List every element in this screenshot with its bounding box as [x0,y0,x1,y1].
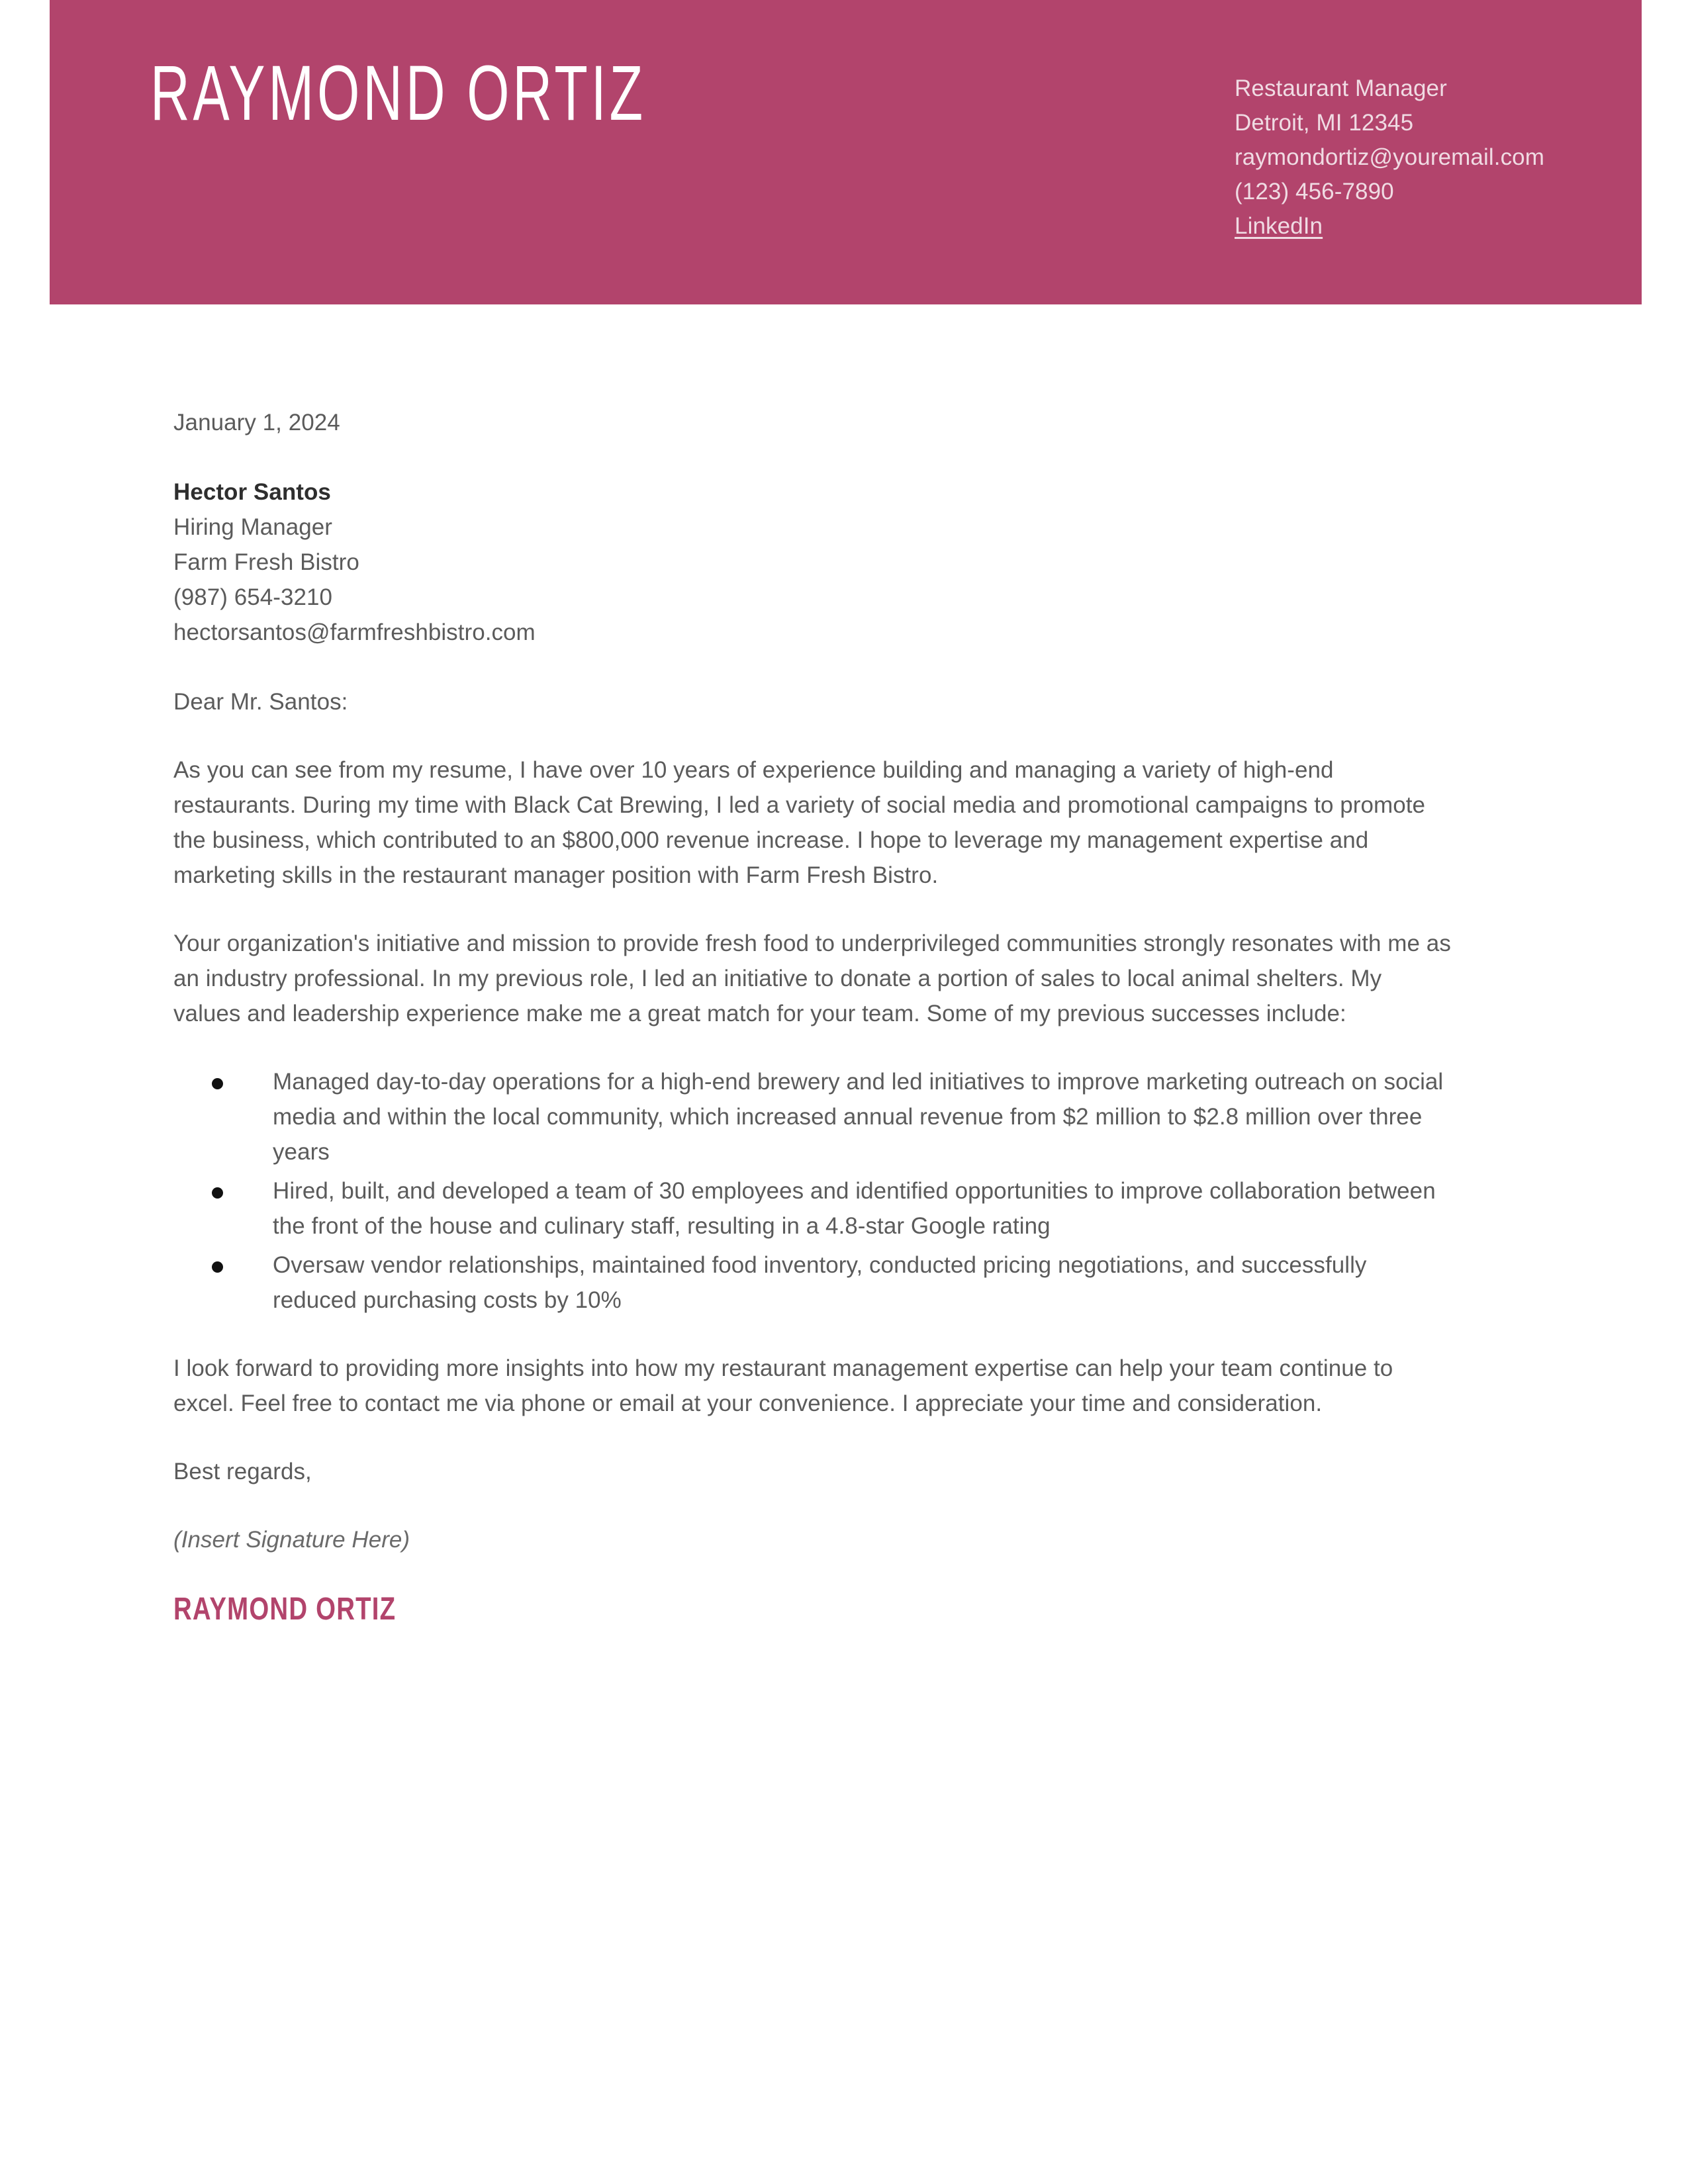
letter-body [173,405,1451,1627]
contact-job-title: Restaurant Manager [1235,75,1447,101]
list-item [212,1248,1451,1318]
contact-location: Detroit, MI 12345 [1235,110,1414,136]
achievements-list [173,1064,1451,1318]
body-paragraph-1: As you can see from my resume, I have over 10 years of experience building and managing a variety of high-end restaurants. During my time with Black Cat Brewing, I led a variety of social media and promotional campaigns to promote the business, which contributed to an $800,000 revenue increase. I hope to leverage my management expertise and marketing skills in the restaurant manager position with Farm Fresh Bistro. [173,757,1426,888]
letter-date: January 1, 2024 [173,410,340,435]
header-band [50,0,1642,304]
recipient-title: Hiring Manager [173,514,332,540]
salutation: Dear Mr. Santos: [173,689,348,715]
bullet-icon [212,1078,223,1089]
page-title: RAYMOND ORTIZ [150,50,646,137]
list-item-text: Oversaw vendor relationships, maintained food inventory, conducted pricing negotiations, and successfully reduced purchasing costs by 10% [273,1252,1367,1313]
contact-phone: (123) 456-7890 [1235,179,1394,205]
recipient-company: Farm Fresh Bistro [173,549,359,575]
list-item-text: Managed day-to-day operations for a high-end brewery and led initiatives to improve marketing outreach on social media and within the local community, which increased annual revenue from $2 million to $2.8 million over three years [273,1069,1444,1165]
header-inner [50,0,1642,304]
list-item [212,1173,1451,1244]
list-item-text: Hired, built, and developed a team of 30 employees and identified opportunities to improve collaboration between the front of the house and culinary staff, resulting in a 4.8-star Google rating [273,1178,1436,1239]
bullet-icon [212,1187,223,1199]
body-paragraph-3: I look forward to providing more insights into how my restaurant management expertise can help your team continue to excel. Feel free to contact me via phone or email at your convenience. I appreciate your time and consideration. [173,1355,1393,1416]
bullet-icon [212,1261,223,1273]
recipient-email: hectorsantos@farmfreshbistro.com [173,619,536,645]
signature-name: RAYMOND ORTIZ [173,1592,397,1627]
body-paragraph-2: Your organization's initiative and mission to provide fresh food to underprivileged communities strongly resonates with me as an industry professional. In my previous role, I led an initiative to donate a portion of sales to local animal shelters. My values and leadership experience make me a great match for your team. Some of my previous successes include: [173,931,1451,1026]
contact-email: raymondortiz@youremail.com [1235,144,1544,170]
list-item [212,1064,1451,1169]
signature-placeholder: (Insert Signature Here) [173,1527,410,1553]
recipient-name: Hector Santos [173,479,331,505]
header-contact-block [1235,71,1658,244]
closing-salutation: Best regards, [173,1459,312,1484]
recipient-phone: (987) 654-3210 [173,584,333,610]
recipient-block [173,475,1451,650]
contact-linkedin-link[interactable]: LinkedIn [1235,213,1323,239]
